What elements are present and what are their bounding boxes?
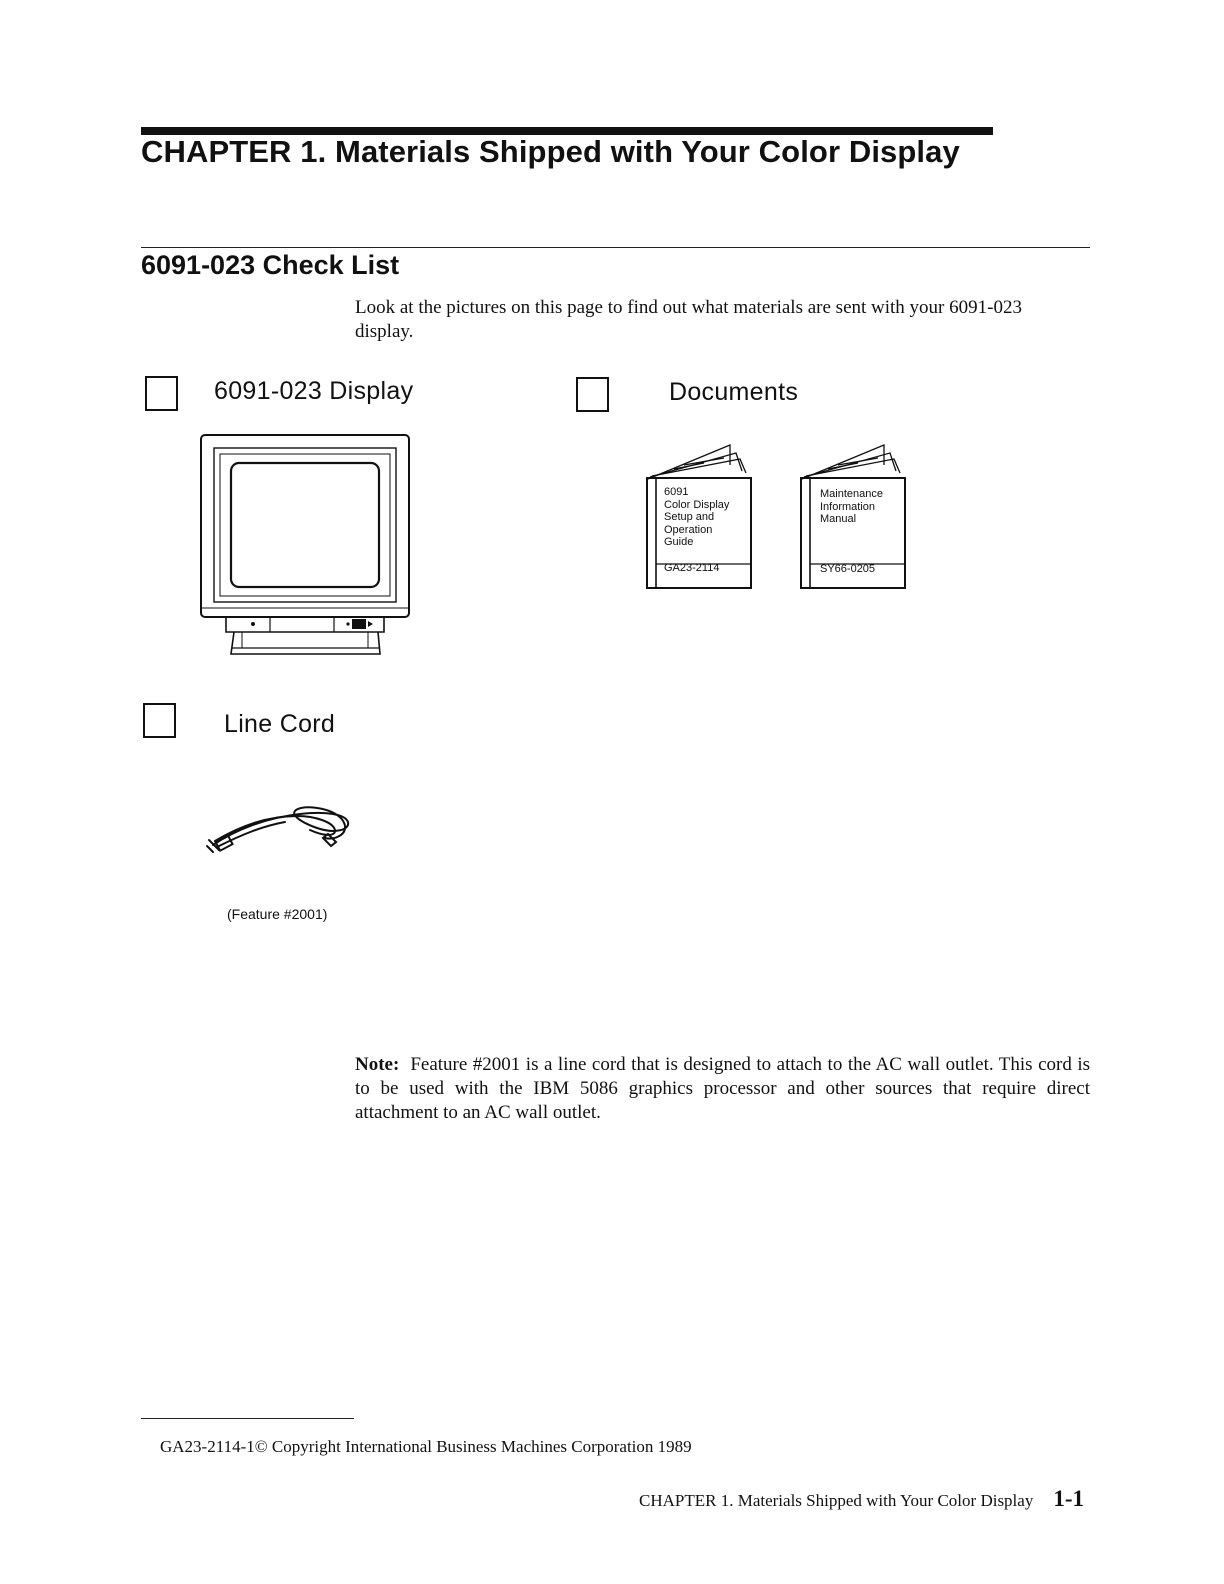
note-text: Feature #2001 is a line cord that is designed to attach to the AC wall outlet. This cord is to be used with the IBM 5086 graphics processor and other sources that require direct attachment to an AC wall outlet. [355,1054,1091,1123]
running-footer [639,1486,1084,1512]
note-label: Note: [355,1054,400,1075]
maintenance-manual-number: SY66-0205 [820,563,876,575]
display-checkbox[interactable] [145,376,178,411]
power-indicator [251,622,255,626]
maintenance-manual-title: Maintenance Information Manual [820,488,883,526]
note [355,1053,1090,1125]
page-number: 1-1 [1053,1486,1084,1511]
display-label: 6091-023 Display [214,377,414,405]
line-cord-label: Line Cord [224,710,336,738]
documents-checkbox[interactable] [576,377,609,412]
chapter-title: CHAPTER 1. Materials Shipped with Your Color Display [141,134,960,169]
running-footer-title: CHAPTER 1. Materials Shipped with Your Color Display [639,1491,1034,1510]
section-intro: Look at the pictures on this page to find out what materials are sent with your 6091-023 display. [355,297,1022,342]
setup-guide-title: 6091 Color Display Setup and Operation Guide [664,486,730,549]
setup-guide-number: GA23-2114 [664,562,720,574]
monitor-screen [231,463,379,587]
section-title: 6091-023 Check List [141,250,400,280]
line-cord-illustration [205,800,355,860]
line-cord-caption: (Feature #2001) [227,906,328,922]
documents-label: Documents [669,378,799,406]
line-cord-checkbox[interactable] [143,703,176,738]
monitor-illustration [198,432,413,662]
footnote-rule [141,1418,354,1419]
monitor-screen-frame [214,448,396,602]
section-rule [141,247,1090,248]
copyright-notice: GA23-2114-1© Copyright International Business Machines Corporation 1989 [160,1437,692,1456]
control-knobs [352,619,366,629]
